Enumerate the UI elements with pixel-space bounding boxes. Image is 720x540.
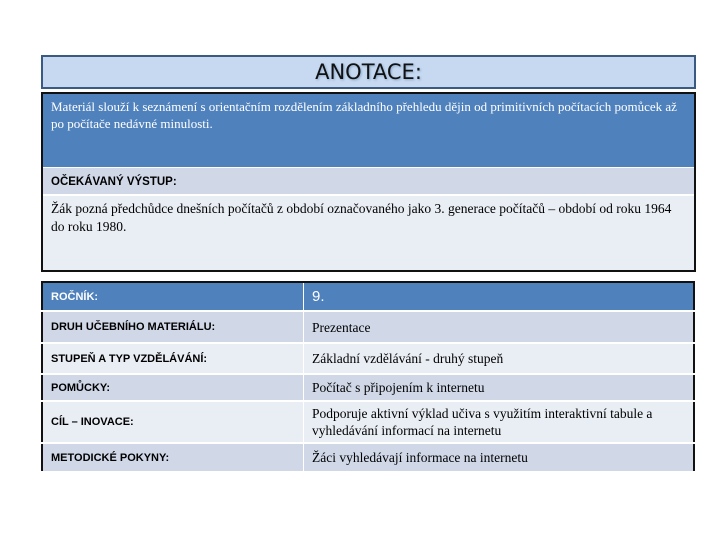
table-row — [42, 401, 694, 443]
annotation-box — [41, 92, 696, 272]
row-label: STUPEŇ A TYP VZDĚLÁVÁNÍ: — [42, 343, 304, 374]
row-label: DRUH UČEBNÍHO MATERIÁLU: — [42, 311, 304, 343]
row-label: CÍL – INOVACE: — [42, 401, 304, 443]
row-label: METODICKÉ POKYNY: — [42, 443, 304, 472]
page-title: ANOTACE: — [41, 55, 696, 89]
expected-output-text: Žák pozná předchůdce dnešních počítačů z období označovaného jako 3. generace počítačů – období od roku 1964 do roku 1980. — [43, 196, 694, 270]
row-value: Počítač s připojením k internetu — [304, 374, 695, 401]
table-row — [42, 443, 694, 472]
row-value: Prezentace — [304, 311, 695, 343]
row-value: Podporuje aktivní výklad učiva s využitím interaktivní tabule a vyhledávání informací na internetu — [304, 401, 695, 443]
row-value: Žáci vyhledávají informace na internetu — [304, 443, 695, 472]
row-label: POMŮCKY: — [42, 374, 304, 401]
table-row — [42, 311, 694, 343]
row-value: Základní vzdělávání - druhý stupeň — [304, 343, 695, 374]
table-row — [42, 282, 694, 311]
row-label: ROČNÍK: — [42, 282, 304, 311]
table-row — [42, 374, 694, 401]
table-row — [42, 343, 694, 374]
row-value: 9. — [304, 282, 695, 311]
annotation-text: Materiál slouží k seznámení s orientačním rozdělením základního přehledu dějin od primitivních počítacích pomůcek až po počítače nedávné minulosti. — [43, 94, 694, 168]
info-table — [41, 281, 695, 473]
expected-output-heading: OČEKÁVANÝ VÝSTUP: — [43, 168, 694, 196]
